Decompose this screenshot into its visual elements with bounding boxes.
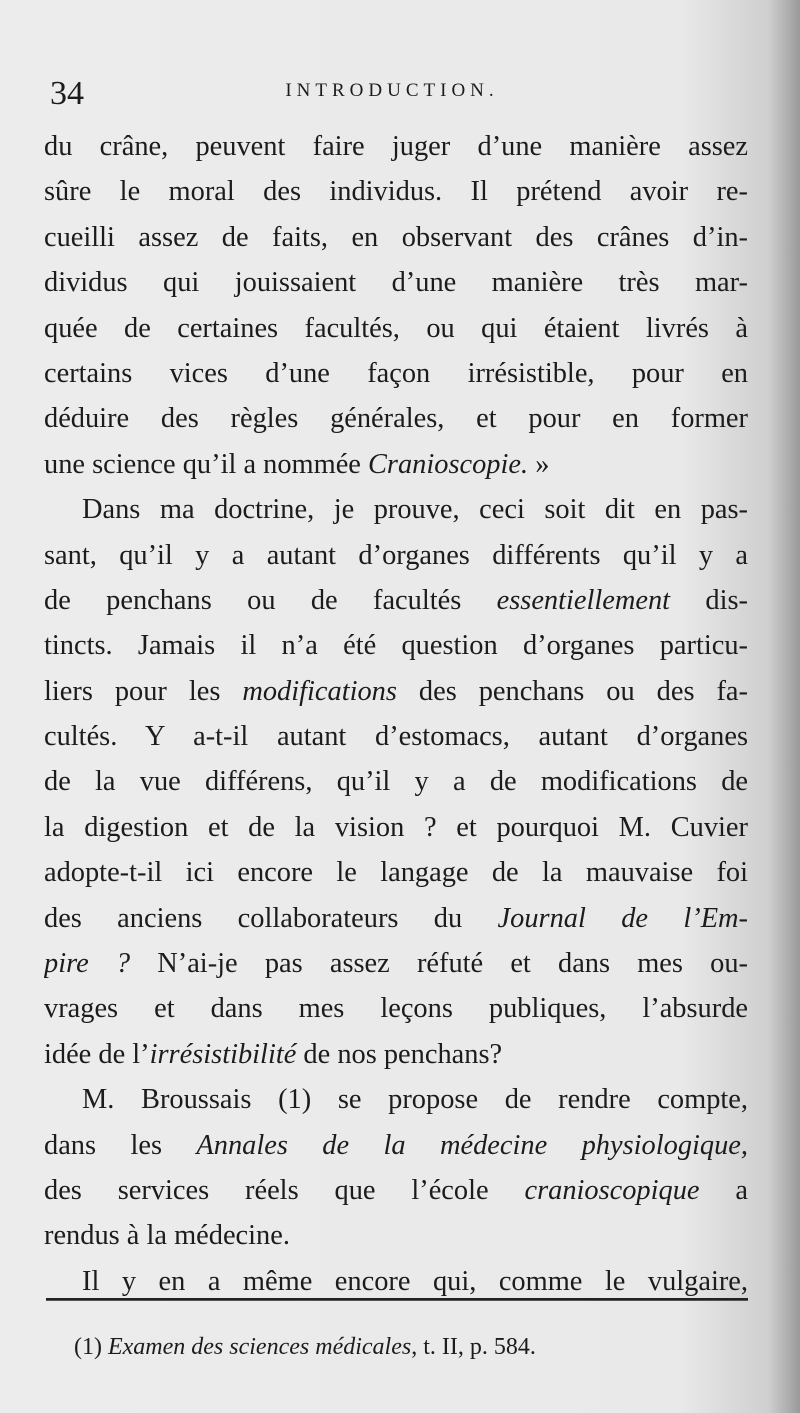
- text-line: [44, 533, 748, 578]
- text-line: [44, 306, 748, 351]
- text-line: [44, 351, 748, 396]
- text-run: de penchans ou de facultés: [44, 584, 497, 616]
- text-run: »: [528, 448, 550, 480]
- italic-run: modifications: [242, 675, 397, 707]
- italic-run: Journal de l’Em-: [497, 902, 748, 934]
- text-run: a: [699, 1174, 748, 1206]
- text-run: idée de l’: [44, 1038, 150, 1070]
- text-run: quée de certaines facultés, ou qui étaient livrés à: [44, 312, 748, 344]
- text-run: des anciens collaborateurs du: [44, 902, 498, 934]
- text-line: [44, 986, 748, 1031]
- text-run: sûre le moral des individus. Il prétend avoir re-: [44, 176, 748, 208]
- footnote-marker: (1): [74, 1334, 102, 1360]
- italic-run: Annales de la médecine physiologique,: [196, 1129, 748, 1161]
- text-run: dis-: [670, 584, 748, 616]
- text-line: [44, 442, 748, 487]
- italic-run: irrésistibilité: [149, 1038, 297, 1070]
- text-run: dans les: [44, 1129, 197, 1161]
- text-run: certains vices d’une façon irrésistible, pour en: [44, 357, 748, 389]
- text-line: [44, 805, 748, 850]
- text-run: M. Broussais (1) se propose de rendre compte,: [82, 1084, 748, 1116]
- text-line: [44, 941, 748, 986]
- text-line: [44, 850, 748, 895]
- text-line: [44, 487, 748, 532]
- text-line: [44, 1077, 748, 1122]
- text-run: du crâne, peuvent faire juger d’une manière assez: [44, 131, 748, 162]
- text-line: [44, 124, 748, 169]
- text-run: Dans ma doctrine, je prouve, ceci soit dit en pas-: [82, 494, 748, 526]
- running-title: INTRODUCTION.: [285, 80, 499, 101]
- text-line: [44, 1168, 748, 1213]
- footnote-reference: , t. II, p. 584.: [411, 1334, 536, 1360]
- text-run: rendus à la médecine.: [44, 1220, 290, 1252]
- text-run: la digestion et de la vision ? et pourquoi M. Cuvier: [44, 811, 748, 843]
- text-line: [44, 1213, 748, 1258]
- text-run: cultés. Y a-t-il autant d’estomacs, autant d’organes: [44, 721, 748, 753]
- text-line: [44, 714, 748, 759]
- footnote: [74, 1330, 536, 1364]
- text-line: [44, 260, 748, 305]
- text-line: [44, 169, 748, 214]
- text-run: de la vue différens, qu’il y a de modifications de: [44, 766, 748, 798]
- page-header: [44, 74, 740, 114]
- text-line: [44, 623, 748, 668]
- text-run: N’ai-je pas assez réfuté et dans mes ou-: [130, 948, 748, 980]
- text-run: cueilli assez de faits, en observant des crânes d’in-: [44, 221, 748, 253]
- text-line: [44, 759, 748, 804]
- italic-run: Cranioscopie.: [368, 448, 529, 480]
- text-line: [44, 669, 748, 714]
- text-line: [44, 578, 748, 623]
- text-run: des penchans ou des fa-: [396, 675, 748, 707]
- text-line: [44, 1032, 748, 1077]
- text-run: Il y en a même encore qui, comme le vulgaire,: [82, 1265, 748, 1297]
- text-run: vrages et dans mes leçons publiques, l’absurde: [44, 993, 748, 1025]
- text-run: des services réels que l’école: [44, 1174, 525, 1206]
- text-run: une science qu’il a nommée: [44, 448, 368, 480]
- text-run: adopte-t-il ici encore le langage de la mauvaise foi: [44, 857, 748, 889]
- text-run: déduire des règles générales, et pour en former: [44, 403, 748, 435]
- text-run: tincts. Jamais il n’a été question d’organes particu-: [44, 630, 748, 662]
- footnote-title: Examen des sciences médicales: [107, 1334, 412, 1360]
- text-run: de nos penchans?: [296, 1038, 503, 1070]
- text-line: [44, 396, 748, 441]
- page-number: 34: [50, 75, 84, 112]
- text-run: dividus qui jouissaient d’une manière très mar-: [44, 267, 748, 299]
- text-line: [44, 896, 748, 941]
- body-text: [44, 124, 748, 1304]
- text-run: liers pour les: [44, 675, 243, 707]
- italic-run: pire ?: [44, 948, 131, 980]
- text-run: sant, qu’il y a autant d’organes différents qu’il y a: [44, 539, 748, 571]
- italic-run: essentiellement: [496, 584, 671, 616]
- text-line: [44, 1123, 748, 1168]
- footnote-rule: [46, 1298, 748, 1301]
- text-line: [44, 215, 748, 260]
- italic-run: cranioscopique: [524, 1174, 700, 1206]
